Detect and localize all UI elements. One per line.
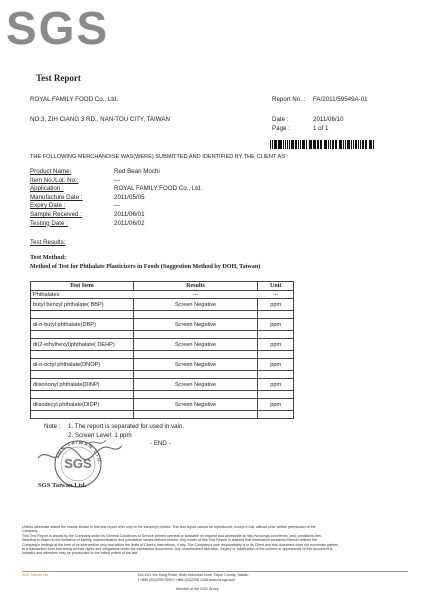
group-item: Phthalates xyxy=(31,291,134,299)
method-title: Method of Test for Phthalate Plasticizers in Foods (Suggestion Method by DOH, Taiwan) xyxy=(30,264,261,270)
report-date-label: Date : xyxy=(272,116,289,123)
footer-company: SGS Taiwan Ltd. xyxy=(22,573,49,577)
details-list xyxy=(30,168,280,228)
test-item-cell: di-n-butyl phthalate(DBP) xyxy=(31,319,134,331)
detail-value: --- xyxy=(114,176,121,184)
table-spacer-row xyxy=(31,351,294,359)
result-cell: Screen Negative xyxy=(133,339,258,351)
unit-cell: ppm xyxy=(258,399,294,411)
detail-label: Manufacture Date : xyxy=(30,193,83,201)
disclaimer-line: This Test Report is issued by the Company under its General Conditions of Service printed overleaf or available on request and accessible at http://www.sgs.com/terms_and_conditions.htm. xyxy=(22,533,322,538)
report-page-value: 1 of 1 xyxy=(313,125,329,132)
table-row xyxy=(31,319,294,331)
note-item-1: 1. The report is separated for used in vain. xyxy=(68,423,185,430)
footer-member: Member of the SGS Group xyxy=(176,587,219,591)
stamp-company-name: SGS Taiwan Ltd. xyxy=(38,482,87,489)
disclaimer-line: to a transaction from exercising all their rights and obligations under the transaction documents. Any unauthorized alteration, forgery or falsification of the content or appearance of this document is xyxy=(22,547,333,552)
barcode xyxy=(270,140,392,149)
footer-divider xyxy=(22,571,408,572)
detail-row xyxy=(30,220,280,229)
detail-label: Expiry Date : xyxy=(30,202,66,210)
table-row xyxy=(31,339,294,351)
result-cell: Screen Negative xyxy=(133,399,258,411)
report-no-value: FA/2011/59549A-01 xyxy=(313,96,368,103)
unit-cell: ppm xyxy=(258,379,294,391)
client-address: NO.3, ZIH CIANG 3 RD., NAN-TOU CITY, TAIWAN xyxy=(30,116,170,123)
detail-label: Sample Received : xyxy=(30,210,82,218)
table-group-row xyxy=(31,291,294,299)
result-cell: Screen Negative xyxy=(133,319,258,331)
disclaimer-line: Attention is drawn to the limitation of liability, indemnification and jurisdiction issues defined therein. Any holder of this Test Report is advised that information contained hereon reflects the xyxy=(22,538,318,543)
unit-cell: ppm xyxy=(258,359,294,371)
detail-row xyxy=(30,168,280,177)
intro-text: THE FOLLOWING MERCHANDISE WAS(WERE) SUBMITTED AND IDENTIFIED BY THE CLIENT AS : xyxy=(30,154,289,160)
client-name: ROYAL FAMILY FOOD Co., Ltd. xyxy=(30,96,119,103)
detail-label: Item No./Lot. No.: xyxy=(30,176,79,184)
disclaimer-line: Company. xyxy=(22,529,39,534)
detail-value: --- xyxy=(114,202,121,210)
svg-text:SGS: SGS xyxy=(64,456,92,471)
test-item-cell: diisononyl phthalate(DINP) xyxy=(31,379,134,391)
table-header-row xyxy=(31,282,294,291)
note-item-2: 2. Screen Level: 1 ppm xyxy=(68,432,132,439)
results-table xyxy=(30,281,294,419)
group-unit: --- xyxy=(258,291,294,299)
report-page-label: Page : xyxy=(272,125,290,132)
table-row xyxy=(31,399,294,411)
report-date-value: 2011/06/10 xyxy=(313,116,344,123)
result-cell: Screen Negative xyxy=(133,379,258,391)
detail-row xyxy=(30,211,280,220)
disclaimer xyxy=(22,525,408,556)
test-item-cell: butyl benzyl phthalate( BBP) xyxy=(31,299,134,311)
svg-text:SGS TAIWAN LTD.: SGS TAIWAN LTD. xyxy=(54,439,103,466)
test-method-label: Test Method: xyxy=(30,254,67,261)
result-cell: Screen Negative xyxy=(133,299,258,311)
detail-row xyxy=(30,185,280,194)
svg-text:SGS: SGS xyxy=(6,2,110,50)
footer-address: NO.13/1 Wu Kung Road, Wufu Industrial Zone, Taipei County, Taiwan xyxy=(138,573,249,577)
col-header-unit: Unit xyxy=(258,282,294,291)
detail-label: Testing Date : xyxy=(30,219,68,227)
table-spacer-row xyxy=(31,331,294,339)
detail-value: 2011/06/01 xyxy=(114,210,145,218)
sgs-logo xyxy=(6,2,126,50)
table-spacer-row xyxy=(31,311,294,319)
note-label: Note : xyxy=(44,423,61,430)
disclaimer-line: Company's findings at the time of its intervention only and within the limits of Client's instructions, if any. The Company's sole responsibility is to its Client and this document does not exonerate parties xyxy=(22,542,338,547)
report-no-label: Report No. : xyxy=(272,96,306,103)
footer-phone: t +886 (02)2299 3939 f +886 (02)2298 1338 www.tw.sgs.com xyxy=(138,578,236,582)
test-item-cell: di-n-octyl phthalate(DNOP) xyxy=(31,359,134,371)
table-spacer-row xyxy=(31,391,294,399)
detail-row xyxy=(30,177,280,186)
detail-value: Red Bean Mochi xyxy=(114,168,160,175)
detail-value: 2011/05/05 xyxy=(114,193,145,201)
table-row xyxy=(31,379,294,391)
detail-label: Application : xyxy=(30,185,64,193)
table-spacer-row xyxy=(31,411,294,419)
unit-cell: ppm xyxy=(258,299,294,311)
col-header-test-item: Test Item xyxy=(31,282,134,291)
result-cell: Screen Negative xyxy=(133,359,258,371)
table-row xyxy=(31,359,294,371)
detail-label: Product Name: xyxy=(30,168,72,175)
detail-row xyxy=(30,194,280,203)
test-item-cell: diisodecyl phthalate(DIDP) xyxy=(31,399,134,411)
detail-row xyxy=(30,202,280,211)
unit-cell: ppm xyxy=(258,339,294,351)
end-marker: - END - xyxy=(150,440,171,447)
col-header-results: Results xyxy=(133,282,258,291)
table-spacer-row xyxy=(31,371,294,379)
detail-value: ROYAL FAMILY FOOD Co., Ltd. xyxy=(114,185,203,193)
group-result: --- xyxy=(133,291,258,299)
test-item-cell: di(2-ethylhexyl)phthalate( DEHP) xyxy=(31,339,134,351)
test-results-label: Test Results: xyxy=(30,239,66,246)
disclaimer-line: Unless otherwise stated the results shown in this test report refer only to the sample(s) tested. This test report cannot be reproduced, except in full, without prior written permission of the xyxy=(22,525,316,529)
report-title: Test Report xyxy=(36,73,81,83)
disclaimer-line: unlawful and offenders may be prosecuted to the fullest extent of the law. xyxy=(22,551,139,556)
unit-cell: ppm xyxy=(258,319,294,331)
detail-value: 2011/06/02 xyxy=(114,219,145,227)
table-row xyxy=(31,299,294,311)
